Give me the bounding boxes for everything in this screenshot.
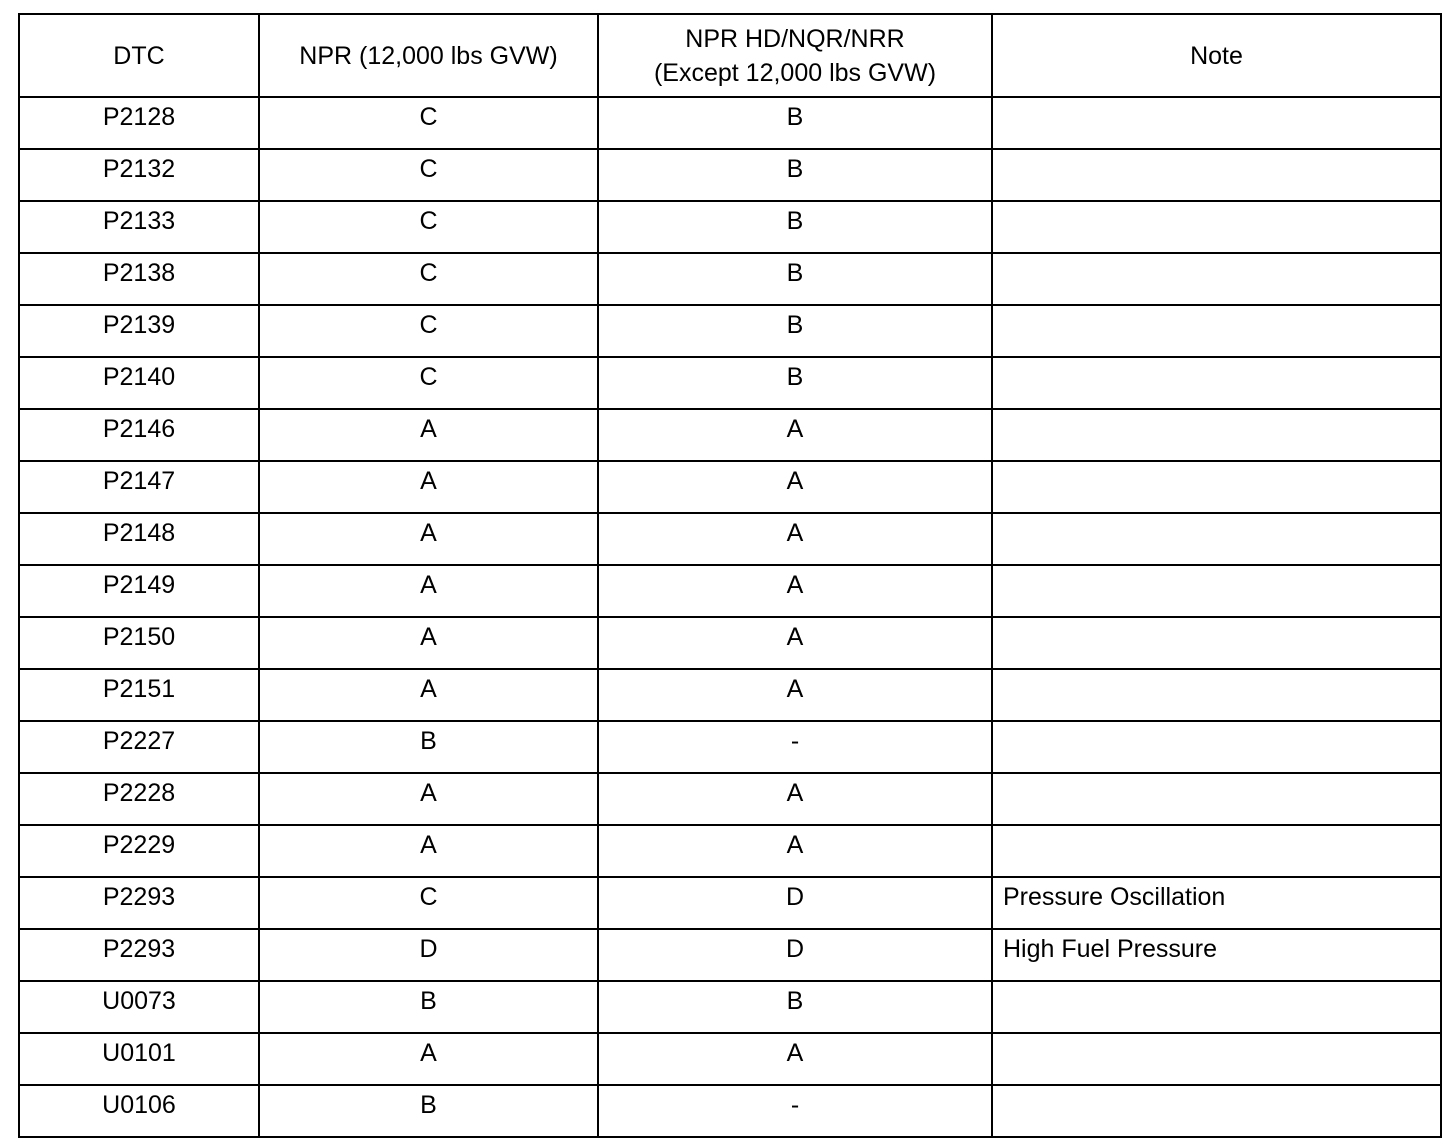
cell-note bbox=[992, 565, 1441, 617]
cell-npr-hd: A bbox=[598, 669, 992, 721]
cell-dtc: U0101 bbox=[19, 1033, 259, 1085]
table-row bbox=[19, 565, 1441, 617]
cell-note bbox=[992, 1085, 1441, 1137]
table-row bbox=[19, 253, 1441, 305]
cell-npr: A bbox=[259, 409, 598, 461]
cell-dtc: U0106 bbox=[19, 1085, 259, 1137]
cell-npr-hd: A bbox=[598, 1033, 992, 1085]
cell-npr-hd: B bbox=[598, 981, 992, 1033]
cell-note bbox=[992, 825, 1441, 877]
cell-note bbox=[992, 721, 1441, 773]
cell-dtc: P2149 bbox=[19, 565, 259, 617]
table-row bbox=[19, 877, 1441, 929]
header-npr-hd-line1: NPR HD/NQR/NRR bbox=[685, 24, 905, 53]
table-row bbox=[19, 981, 1441, 1033]
table-row bbox=[19, 513, 1441, 565]
cell-npr: B bbox=[259, 981, 598, 1033]
header-npr-hd bbox=[598, 14, 992, 97]
table-row bbox=[19, 929, 1441, 981]
header-dtc: DTC bbox=[19, 14, 259, 97]
cell-npr-hd: A bbox=[598, 461, 992, 513]
table-row bbox=[19, 201, 1441, 253]
cell-dtc: P2228 bbox=[19, 773, 259, 825]
cell-npr-hd: B bbox=[598, 357, 992, 409]
cell-dtc: P2148 bbox=[19, 513, 259, 565]
cell-dtc: P2227 bbox=[19, 721, 259, 773]
cell-dtc: P2139 bbox=[19, 305, 259, 357]
cell-npr-hd: - bbox=[598, 1085, 992, 1137]
cell-dtc: P2132 bbox=[19, 149, 259, 201]
cell-npr: A bbox=[259, 617, 598, 669]
cell-npr-hd: A bbox=[598, 565, 992, 617]
cell-npr-hd: A bbox=[598, 773, 992, 825]
table-row bbox=[19, 721, 1441, 773]
cell-npr-hd: B bbox=[598, 97, 992, 149]
header-row bbox=[19, 14, 1441, 97]
cell-npr-hd: B bbox=[598, 201, 992, 253]
cell-npr: B bbox=[259, 721, 598, 773]
table-row bbox=[19, 669, 1441, 721]
cell-note bbox=[992, 409, 1441, 461]
table-body bbox=[19, 97, 1441, 1137]
cell-npr: C bbox=[259, 305, 598, 357]
cell-npr: A bbox=[259, 461, 598, 513]
cell-dtc: P2229 bbox=[19, 825, 259, 877]
cell-note bbox=[992, 513, 1441, 565]
cell-note bbox=[992, 617, 1441, 669]
cell-dtc: P2128 bbox=[19, 97, 259, 149]
header-note: Note bbox=[992, 14, 1441, 97]
cell-note bbox=[992, 305, 1441, 357]
cell-npr: D bbox=[259, 929, 598, 981]
table-row bbox=[19, 409, 1441, 461]
cell-npr: B bbox=[259, 1085, 598, 1137]
dtc-table bbox=[18, 13, 1442, 1138]
cell-note bbox=[992, 981, 1441, 1033]
cell-npr: A bbox=[259, 825, 598, 877]
cell-note bbox=[992, 149, 1441, 201]
cell-note bbox=[992, 773, 1441, 825]
cell-note bbox=[992, 669, 1441, 721]
cell-npr: C bbox=[259, 149, 598, 201]
cell-dtc: P2140 bbox=[19, 357, 259, 409]
table-row bbox=[19, 825, 1441, 877]
cell-dtc: U0073 bbox=[19, 981, 259, 1033]
cell-npr-hd: A bbox=[598, 617, 992, 669]
cell-npr-hd: A bbox=[598, 513, 992, 565]
cell-npr: A bbox=[259, 773, 598, 825]
cell-npr: A bbox=[259, 1033, 598, 1085]
cell-dtc: P2146 bbox=[19, 409, 259, 461]
cell-note: High Fuel Pressure bbox=[992, 929, 1441, 981]
table-row bbox=[19, 305, 1441, 357]
cell-npr-hd: A bbox=[598, 409, 992, 461]
cell-npr-hd: A bbox=[598, 825, 992, 877]
table-row bbox=[19, 1085, 1441, 1137]
cell-note bbox=[992, 461, 1441, 513]
cell-dtc: P2151 bbox=[19, 669, 259, 721]
table-row bbox=[19, 461, 1441, 513]
table-row bbox=[19, 773, 1441, 825]
cell-npr: C bbox=[259, 97, 598, 149]
table-header bbox=[19, 14, 1441, 97]
cell-npr-hd: - bbox=[598, 721, 992, 773]
cell-npr: C bbox=[259, 253, 598, 305]
table-row bbox=[19, 97, 1441, 149]
cell-dtc: P2150 bbox=[19, 617, 259, 669]
cell-npr-hd: B bbox=[598, 305, 992, 357]
cell-npr-hd: B bbox=[598, 253, 992, 305]
header-npr-hd-line2: (Except 12,000 lbs GVW) bbox=[653, 58, 937, 87]
cell-dtc: P2293 bbox=[19, 877, 259, 929]
cell-note bbox=[992, 1033, 1441, 1085]
cell-note: Pressure Oscillation bbox=[992, 877, 1441, 929]
cell-dtc: P2138 bbox=[19, 253, 259, 305]
header-npr: NPR (12,000 lbs GVW) bbox=[259, 14, 598, 97]
cell-note bbox=[992, 97, 1441, 149]
table-row bbox=[19, 149, 1441, 201]
cell-npr: C bbox=[259, 877, 598, 929]
cell-dtc: P2293 bbox=[19, 929, 259, 981]
cell-npr-hd: D bbox=[598, 929, 992, 981]
cell-note bbox=[992, 253, 1441, 305]
cell-npr-hd: B bbox=[598, 149, 992, 201]
cell-npr: C bbox=[259, 357, 598, 409]
cell-npr: A bbox=[259, 513, 598, 565]
cell-npr: A bbox=[259, 565, 598, 617]
table-row bbox=[19, 357, 1441, 409]
cell-note bbox=[992, 201, 1441, 253]
table-row bbox=[19, 1033, 1441, 1085]
cell-npr: A bbox=[259, 669, 598, 721]
cell-npr-hd: D bbox=[598, 877, 992, 929]
cell-npr: C bbox=[259, 201, 598, 253]
table-row bbox=[19, 617, 1441, 669]
cell-dtc: P2147 bbox=[19, 461, 259, 513]
cell-dtc: P2133 bbox=[19, 201, 259, 253]
cell-note bbox=[992, 357, 1441, 409]
